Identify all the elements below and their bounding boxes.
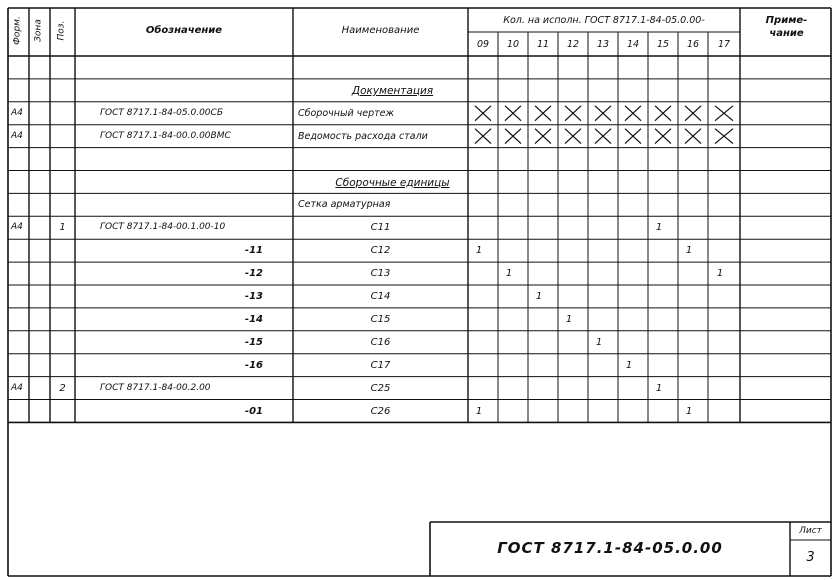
row-designation: -13: [244, 291, 263, 302]
row-name: С25: [370, 382, 391, 394]
row-designation: -15: [244, 336, 263, 348]
variant-header: 15: [656, 39, 670, 50]
row-name: С14: [370, 291, 391, 302]
row-designation: -01: [244, 405, 263, 417]
row-name: С13: [370, 268, 391, 280]
header-format: Форм.: [12, 16, 23, 45]
row-designation: ГОСТ 8717.1-84-00.2.00: [100, 382, 211, 393]
row-name: С15: [370, 313, 391, 325]
qty-value: 1: [655, 222, 663, 234]
row-position: 2: [59, 382, 66, 394]
sheet-label: Лист: [799, 526, 822, 536]
qty-value: 1: [655, 382, 663, 394]
qty-value: 1: [716, 268, 724, 280]
variant-header: 16: [686, 39, 700, 50]
row-name: С11: [370, 222, 391, 234]
sheet-number: 3: [806, 550, 815, 565]
section-title: Сборочные единицы: [335, 176, 450, 189]
row-format: А4: [11, 130, 23, 141]
header-zone: Зона: [33, 19, 44, 42]
qty-value: 1: [505, 268, 513, 280]
qty-value: 1: [685, 405, 693, 417]
variant-header: 11: [536, 39, 550, 50]
qty-value: 1: [565, 313, 573, 325]
section-title: Документация: [351, 84, 434, 97]
row-name: Сетка арматурная: [298, 199, 391, 211]
header-qty-title: Кол. на исполн. ГОСТ 8717.1-84-05.0.00-: [503, 15, 705, 26]
row-format: А4: [11, 382, 23, 393]
row-format: А4: [11, 222, 23, 233]
row-name: С26: [370, 405, 391, 417]
header-position: Поз.: [56, 20, 67, 41]
row-format: А4: [11, 107, 23, 118]
header-name: Наименование: [341, 25, 420, 36]
variant-header: 13: [596, 39, 610, 50]
row-designation: ГОСТ 8717.1-84-00.0.00ВМС: [100, 130, 231, 141]
variant-header: 17: [717, 39, 731, 50]
row-name: Ведомость расхода стали: [298, 130, 428, 142]
variant-header: 10: [506, 39, 520, 50]
variant-header: 14: [626, 39, 640, 50]
qty-value: 1: [535, 291, 543, 302]
row-name: С17: [370, 359, 391, 371]
qty-value: 1: [685, 245, 693, 257]
row-position: 1: [59, 222, 66, 234]
row-designation: -12: [244, 268, 263, 280]
row-designation: ГОСТ 8717.1-84-00.1.00-10: [100, 222, 226, 233]
row-name: С16: [370, 336, 391, 348]
row-name: С12: [370, 245, 391, 257]
document-number: ГОСТ 8717.1-84-05.0.00: [497, 539, 723, 557]
variant-header: 09: [476, 39, 490, 50]
qty-value: 1: [625, 359, 633, 371]
row-designation: -11: [244, 245, 263, 257]
variant-header: 12: [566, 39, 580, 50]
qty-value: 1: [595, 336, 603, 348]
qty-value: 1: [475, 405, 483, 417]
row-name: Сборочный чертеж: [298, 107, 395, 119]
header-designation: Обозначение: [145, 25, 223, 36]
row-designation: -14: [244, 313, 263, 325]
header-note-line2: чание: [769, 28, 804, 39]
qty-value: 1: [475, 245, 483, 257]
header-note-line1: Приме-: [765, 15, 808, 26]
row-designation: ГОСТ 8717.1-84-05.0.00СБ: [100, 107, 223, 118]
row-designation: -16: [244, 359, 263, 371]
